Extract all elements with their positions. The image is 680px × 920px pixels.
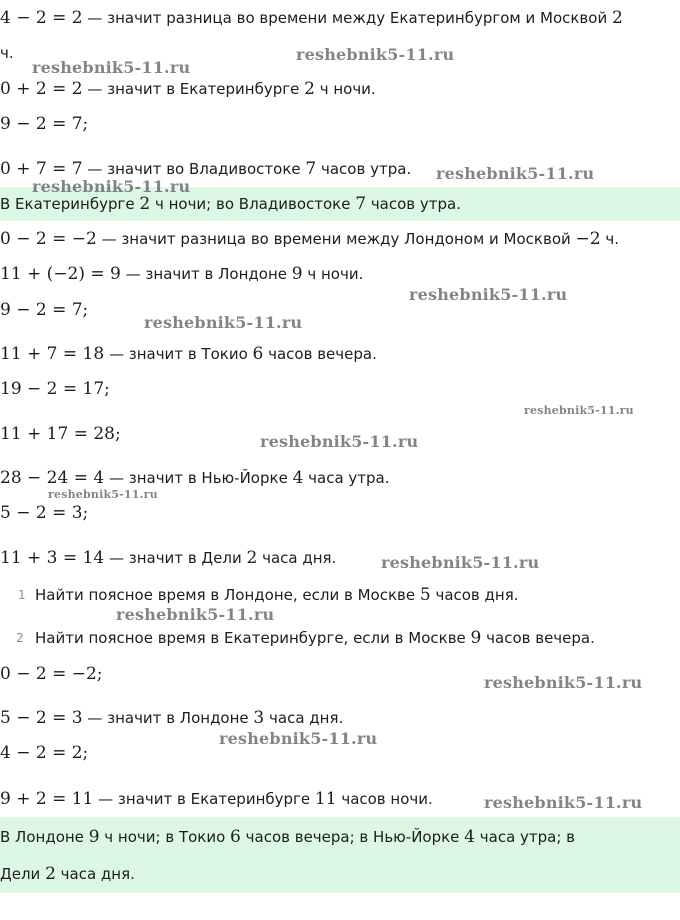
line-text: часа дня. xyxy=(257,549,337,567)
watermark: reshebnik5-11.ru xyxy=(381,553,540,572)
math-number: 7 xyxy=(355,194,367,214)
line-text: — значит в Нью-Йорке xyxy=(104,469,293,487)
math-expression: 9 − 2 = 7; xyxy=(0,114,89,134)
solution-line xyxy=(0,663,103,685)
answer-part: часов утра. xyxy=(366,195,461,213)
answer-part: ч ночи; в Токио xyxy=(99,828,231,846)
solution-line-continuation xyxy=(0,42,14,64)
answer-text xyxy=(0,193,461,215)
line-text: — значит в Лондоне xyxy=(120,265,292,283)
answer-part: часов вечера; в Нью-Йорке xyxy=(240,828,465,846)
watermark: reshebnik5-11.ru xyxy=(260,432,419,451)
math-number: 9 xyxy=(291,264,303,284)
math-number: 3 xyxy=(253,708,265,728)
math-expression: 28 − 24 = 4 xyxy=(0,468,105,488)
line-text: ч ночи. xyxy=(302,265,364,283)
line-text: — значит во Владивостоке xyxy=(82,160,306,178)
math-expression: 4 − 2 = 2; xyxy=(0,743,89,763)
task-number: 1 xyxy=(18,588,26,602)
math-expression: 19 − 2 = 17; xyxy=(0,379,110,399)
solution-line xyxy=(0,7,623,29)
watermark: reshebnik5-11.ru xyxy=(436,164,595,183)
line-text: — значит разница во времени между Лондоном и Москвой xyxy=(96,230,576,248)
answer-text xyxy=(0,826,575,848)
line-text: — значит в Дели xyxy=(104,549,247,567)
math-expression: 0 − 2 = −2; xyxy=(0,664,103,684)
math-number: 2 xyxy=(139,194,151,214)
solution-line xyxy=(0,299,88,321)
math-expression: 11 + (−2) = 9 xyxy=(0,264,121,284)
line-text: ч. xyxy=(600,230,619,248)
math-number: −2 xyxy=(575,229,601,249)
solution-line xyxy=(0,343,377,365)
line-text: часов ночи. xyxy=(336,790,433,808)
solution-line xyxy=(0,378,110,400)
math-number: 7 xyxy=(305,159,317,179)
answer-highlight xyxy=(0,817,680,893)
line-text: — значит разница во времени между Екатеринбургом и Москвой xyxy=(82,9,612,27)
task-text: Найти поясное время в Лондоне, если в Москве xyxy=(35,586,420,604)
math-number: 11 xyxy=(314,789,337,809)
line-text: — значит в Екатеринбурге xyxy=(93,790,315,808)
line-text: ч ночи. xyxy=(314,80,376,98)
math-number: 9 xyxy=(88,827,100,847)
math-expression: 5 − 2 = 3; xyxy=(0,503,89,523)
solution-line xyxy=(0,423,121,445)
math-number: 2 xyxy=(246,548,258,568)
math-expression: 11 + 7 = 18 xyxy=(0,344,105,364)
watermark: reshebnik5-11.ru xyxy=(116,605,275,624)
solution-line xyxy=(0,502,88,524)
math-expression: 0 − 2 = −2 xyxy=(0,229,97,249)
math-expression: 4 − 2 = 2 xyxy=(0,8,83,28)
math-expression: 5 − 2 = 3 xyxy=(0,708,83,728)
watermark: reshebnik5-11.ru xyxy=(48,488,158,501)
solution-line xyxy=(0,547,336,569)
math-number: 5 xyxy=(419,585,431,605)
solution-line xyxy=(0,78,376,100)
watermark: reshebnik5-11.ru xyxy=(484,793,643,812)
math-expression: 11 + 3 = 14 xyxy=(0,548,105,568)
math-number: 2 xyxy=(45,864,56,884)
solution-line xyxy=(0,228,619,250)
solution-line xyxy=(0,113,88,135)
line-text: — значит в Екатеринбурге xyxy=(82,80,305,98)
math-expression: 0 + 2 = 2 xyxy=(0,79,83,99)
task-text: часов дня. xyxy=(430,586,519,604)
task-number: 2 xyxy=(16,631,24,645)
math-number: 4 xyxy=(464,827,475,847)
math-number: 2 xyxy=(304,79,315,99)
line-text: часов вечера. xyxy=(263,345,377,363)
answer-part: В Лондоне xyxy=(0,828,89,846)
math-expression: 9 + 2 = 11 xyxy=(0,789,94,809)
watermark: reshebnik5-11.ru xyxy=(32,177,191,196)
math-number: 9 xyxy=(470,628,482,648)
math-number: 4 xyxy=(292,468,304,488)
math-expression: 9 − 2 = 7; xyxy=(0,300,89,320)
math-expression: 0 + 7 = 7 xyxy=(0,159,83,179)
solution-line xyxy=(0,742,88,764)
task-item xyxy=(35,584,519,606)
watermark: reshebnik5-11.ru xyxy=(144,313,303,332)
task-text: Найти поясное время в Екатеринбурге, если в Москве xyxy=(35,629,471,647)
math-expression: 11 + 17 = 28; xyxy=(0,424,121,444)
watermark: reshebnik5-11.ru xyxy=(484,673,643,692)
answer-part: часа дня. xyxy=(55,865,135,883)
line-text: часа утра. xyxy=(303,469,390,487)
math-number: 6 xyxy=(252,344,264,364)
watermark: reshebnik5-11.ru xyxy=(296,45,455,64)
answer-part: часа утра; в xyxy=(475,828,576,846)
watermark: reshebnik5-11.ru xyxy=(524,404,634,417)
task-text: часов вечера. xyxy=(481,629,595,647)
answer-part: В Екатеринбурге xyxy=(0,195,140,213)
line-text: часов утра. xyxy=(316,160,412,178)
answer-text xyxy=(0,863,135,885)
math-number: 2 xyxy=(611,8,623,28)
answer-part: Дели xyxy=(0,865,46,883)
solution-line xyxy=(0,707,343,729)
answer-part: ч ночи; во Владивостоке xyxy=(150,195,356,213)
watermark: reshebnik5-11.ru xyxy=(219,729,378,748)
watermark: reshebnik5-11.ru xyxy=(32,58,191,77)
task-item xyxy=(35,627,595,649)
line-text: ч. xyxy=(0,44,14,62)
watermark: reshebnik5-11.ru xyxy=(409,285,568,304)
solution-line xyxy=(0,263,363,285)
line-text: — значит в Лондоне xyxy=(82,709,254,727)
solution-line xyxy=(0,467,390,489)
solution-line xyxy=(0,788,433,810)
line-text: — значит в Токио xyxy=(104,345,253,363)
math-number: 6 xyxy=(230,827,241,847)
line-text: часа дня. xyxy=(264,709,344,727)
